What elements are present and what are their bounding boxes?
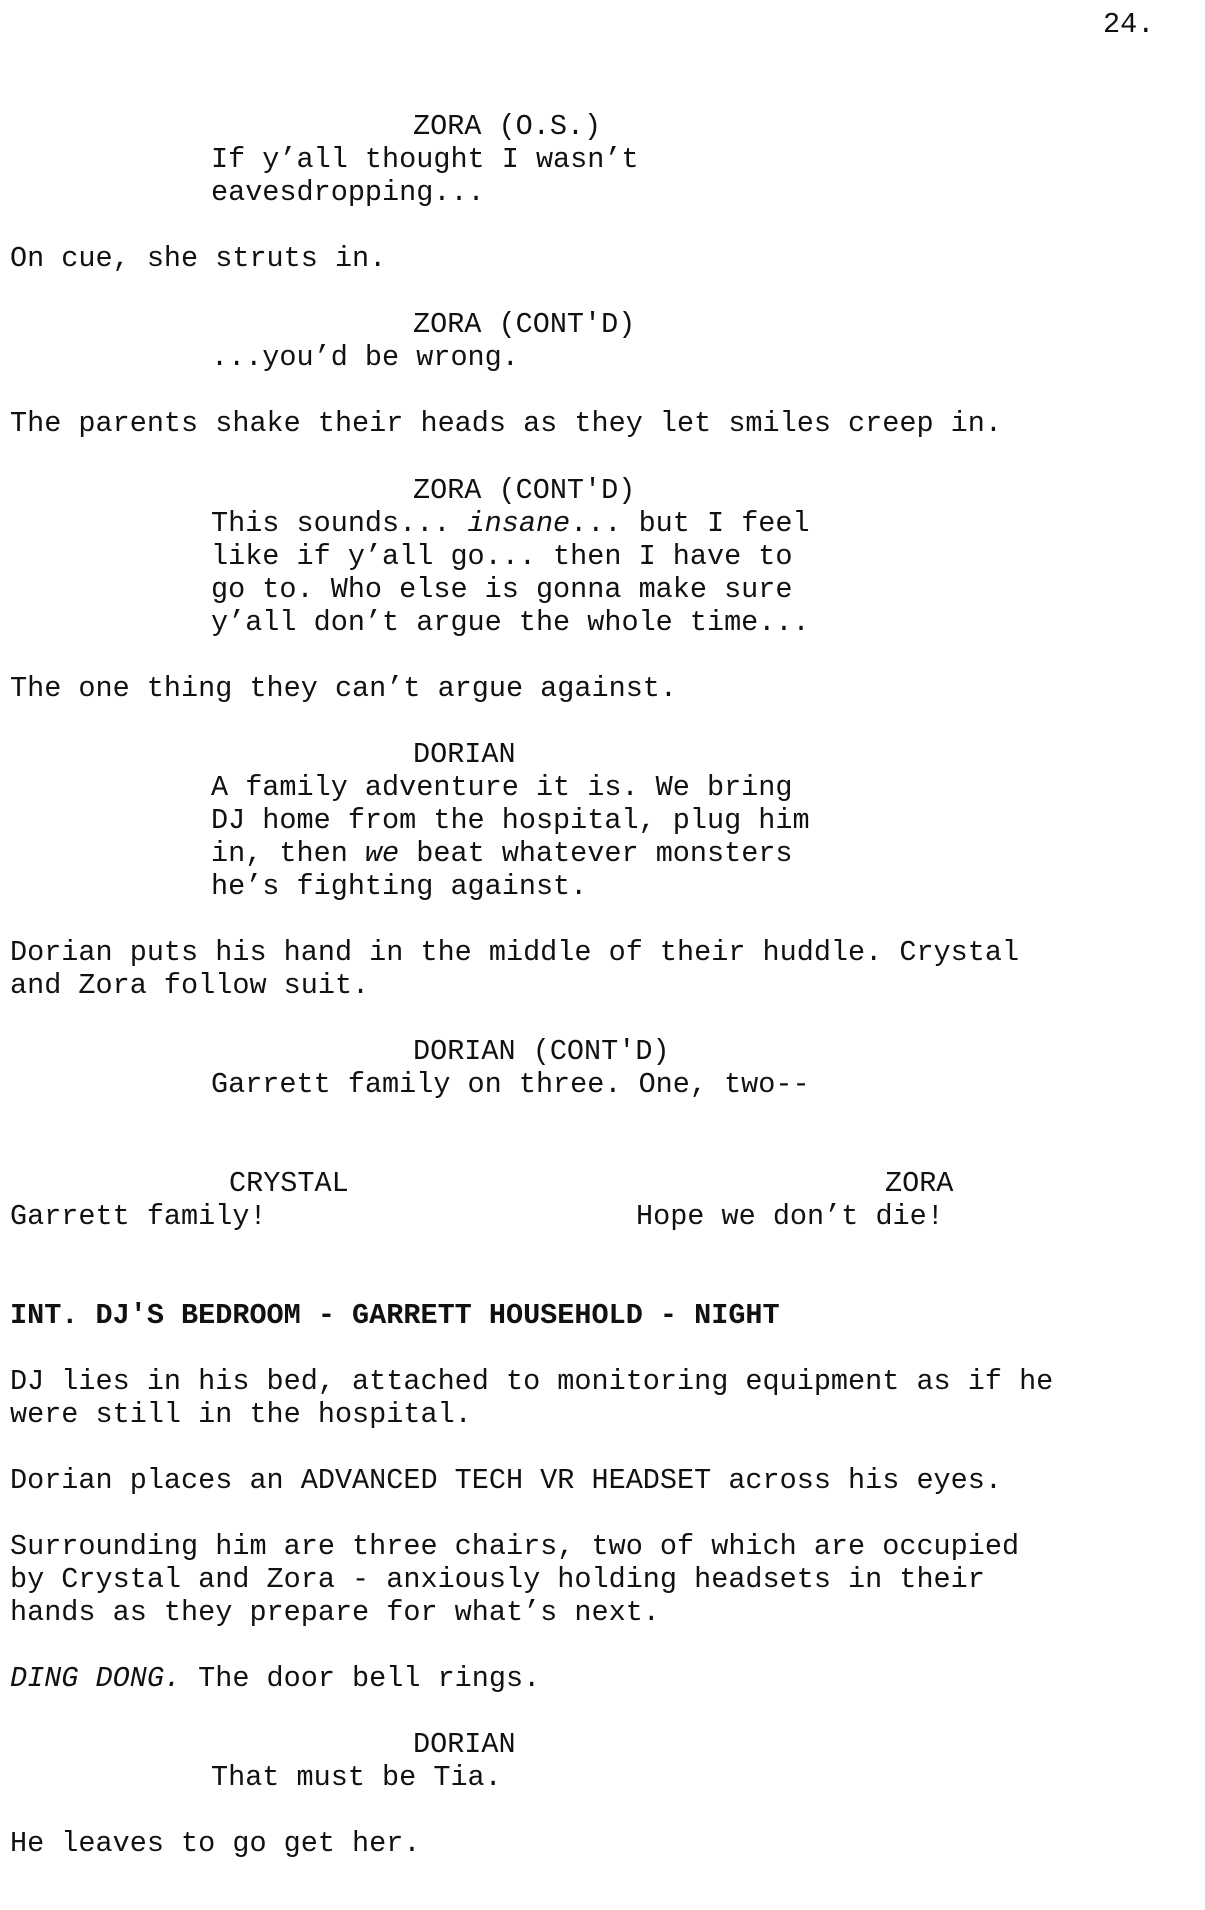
action-line: and Zora follow suit. xyxy=(10,969,370,1002)
dialogue-line: A family adventure it is. We bring xyxy=(211,771,793,804)
action-line: On cue, she struts in. xyxy=(10,242,387,275)
page-number: 24. xyxy=(1103,8,1155,41)
character-cue: DORIAN (CONT'D) xyxy=(413,1035,670,1068)
character-cue: ZORA (CONT'D) xyxy=(413,308,636,341)
action-text: The door bell rings. xyxy=(181,1662,541,1695)
dialogue-line xyxy=(211,837,793,870)
character-cue: ZORA (CONT'D) xyxy=(413,474,636,507)
dialogue-line: That must be Tia. xyxy=(211,1761,502,1794)
dialogue-text: in, then xyxy=(211,837,365,870)
action-line: hands as they prepare for what’s next. xyxy=(10,1596,660,1629)
action-line: The parents shake their heads as they let smiles creep in. xyxy=(10,407,1002,440)
emphasis-text: we xyxy=(364,837,400,870)
scene-heading: INT. DJ'S BEDROOM - GARRETT HOUSEHOLD - NIGHT xyxy=(10,1299,780,1332)
emphasis-text: insane xyxy=(467,507,571,540)
dialogue-line: If y’all thought I wasn’t xyxy=(211,143,639,176)
action-line: The one thing they can’t argue against. xyxy=(10,672,678,705)
action-line: by Crystal and Zora - anxiously holding headsets in their xyxy=(10,1563,985,1596)
dialogue-line: ...you’d be wrong. xyxy=(211,341,519,374)
action-line: Dorian puts his hand in the middle of their huddle. Crystal xyxy=(10,936,1020,969)
dual-dialogue-left: Garrett family! xyxy=(10,1200,267,1233)
character-cue: DORIAN xyxy=(413,738,516,771)
dialogue-line: go to. Who else is gonna make sure xyxy=(211,573,793,606)
dual-dialogue-right: Hope we don’t die! xyxy=(636,1200,944,1233)
action-line: DJ lies in his bed, attached to monitoring equipment as if he xyxy=(10,1365,1054,1398)
dual-character-cue-right: ZORA xyxy=(885,1167,954,1200)
action-line: Dorian places an ADVANCED TECH VR HEADSET across his eyes. xyxy=(10,1464,1002,1497)
dialogue-line: like if y’all go... then I have to xyxy=(211,540,793,573)
sound-effect-text: DING DONG. xyxy=(10,1662,182,1695)
action-line xyxy=(10,1662,540,1695)
dialogue-text: This sounds... xyxy=(211,507,468,540)
dialogue-line: Garrett family on three. One, two-- xyxy=(211,1068,810,1101)
character-cue: DORIAN xyxy=(413,1728,516,1761)
dialogue-line: y’all don’t argue the whole time... xyxy=(211,606,810,639)
dialogue-line: DJ home from the hospital, plug him xyxy=(211,804,810,837)
dialogue-text: beat whatever monsters xyxy=(399,837,793,870)
action-line: Surrounding him are three chairs, two of which are occupied xyxy=(10,1530,1020,1563)
dialogue-line: he’s fighting against. xyxy=(211,870,588,903)
dialogue-text: ... but I feel xyxy=(570,507,810,540)
dialogue-line xyxy=(211,507,810,540)
action-line: He leaves to go get her. xyxy=(10,1827,421,1860)
character-cue: ZORA (O.S.) xyxy=(413,110,602,143)
action-line: were still in the hospital. xyxy=(10,1398,472,1431)
dual-character-cue-left: CRYSTAL xyxy=(229,1167,349,1200)
dialogue-line: eavesdropping... xyxy=(211,176,485,209)
